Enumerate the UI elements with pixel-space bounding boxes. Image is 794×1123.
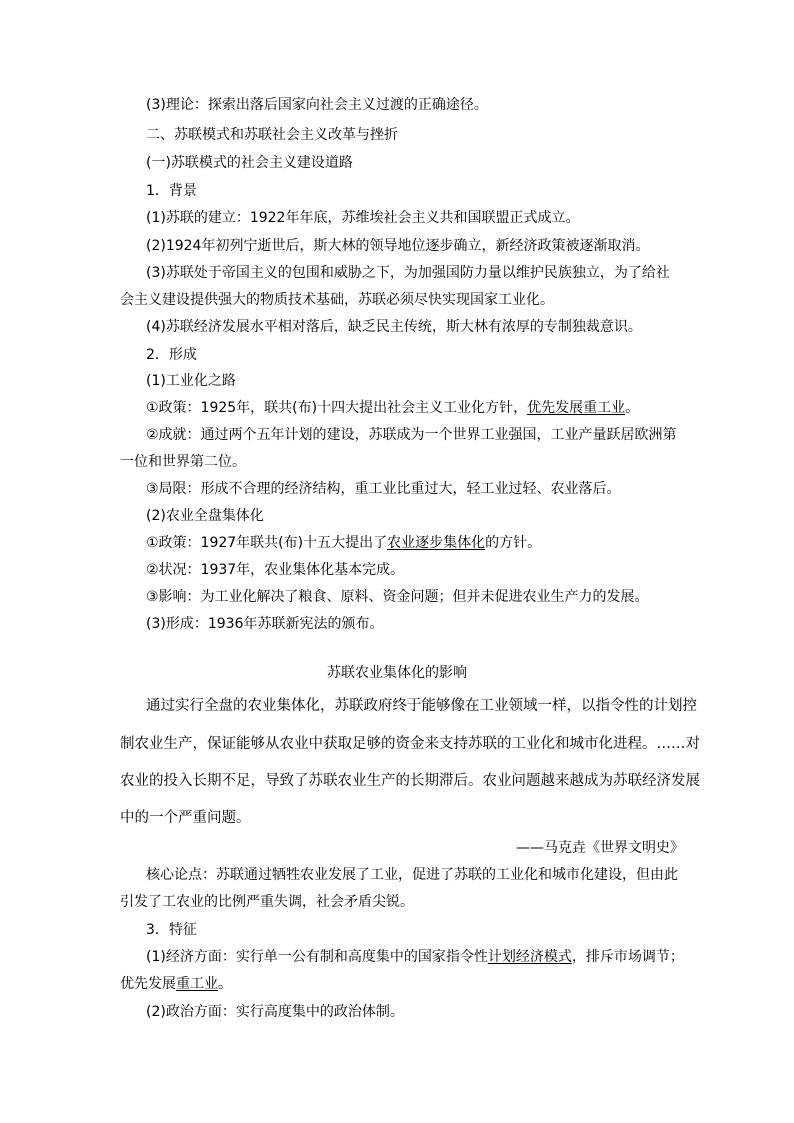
collectivization-policy (146, 534, 541, 552)
background-item-3-cont: 会主义建设提供强大的物质技术基础，苏联必须尽快实现国家工业化。 (120, 292, 554, 308)
feature-text: 优先发展 (120, 976, 176, 992)
background-item-1: (1)苏联的建立：1922年年底，苏维埃社会主义共和国联盟正式成立。 (146, 210, 580, 226)
policy-end: 的方针。 (485, 535, 542, 551)
underlined-term: 重工业 (176, 976, 218, 992)
industrialization-achievement: ②成就：通过两个五年计划的建设，苏联成为一个世界工业强国，工业产量跃居欧洲第 (146, 427, 677, 443)
underlined-term: 优先发展重工业 (527, 400, 626, 416)
heading-background: 1．背景 (146, 183, 197, 199)
material-line-2: 制农业生产，保证能够从农业中获取足够的资金来支持苏联的工业化和城市化进程。……对 (120, 736, 700, 752)
industrialization-policy (146, 399, 639, 417)
heading-formation: 2．形成 (146, 347, 197, 363)
heading-features: 3．特征 (146, 922, 197, 938)
industrialization-limitation: ③局限：形成不合理的经济结构，重工业比重过大，轻工业过轻、农业落后。 (146, 481, 621, 497)
collectivization-status: ②状况：1937年，农业集体化基本完成。 (146, 562, 405, 578)
industrialization-achievement-cont: 一位和世界第二位。 (120, 454, 246, 470)
underlined-term: 计划经济模式 (487, 949, 572, 965)
material-title: 苏联农业集体化的影响 (327, 665, 467, 681)
core-argument: 核心论点：苏联通过牺牲农业发展了工业，促进了苏联的工业化和城市化建设，但由此 (146, 867, 678, 883)
formation-constitution: (3)形成：1936年苏联新宪法的颁布。 (146, 616, 384, 632)
material-line-1: 通过实行全盘的农业集体化，苏联政府终于能够像在工业领域一样，以指令性的计划控 (146, 698, 697, 714)
material-source: ——马克垚《世界文明史》 (516, 840, 684, 856)
feature-text: (1)经济方面：实行单一公有制和高度集中的国家指令性 (146, 949, 488, 965)
collectivization-heading: (2)农业全盘集体化 (146, 508, 264, 524)
material-line-3: 农业的投入长期不足，导致了苏联农业生产的长期滞后。农业问题越来越成为苏联经济发展 (120, 773, 700, 789)
section-heading-2: 二、苏联模式和苏联社会主义改革与挫折 (146, 127, 398, 143)
feature-text-end: 。 (218, 976, 232, 992)
collectivization-impact: ③影响：为工业化解决了粮食、原料、资金问题；但并未促进农业生产力的发展。 (146, 589, 649, 605)
feature-politics: (2)政治方面：实行高度集中的政治体制。 (146, 1004, 404, 1020)
background-item-4: (4)苏联经济发展水平相对落后，缺乏民主传统，斯大林有浓厚的专制独裁意识。 (146, 319, 642, 335)
feature-economy (146, 948, 684, 966)
core-argument-cont: 引发了工农业的比例严重失调，社会矛盾尖锐。 (120, 894, 414, 910)
policy-text: ①政策：1927年联共(布)十五大提出了 (146, 535, 388, 551)
background-item-2: (2)1924年初列宁逝世后，斯大林的领导地位逐步确立，新经济政策被逐渐取消。 (146, 238, 650, 254)
theory-line: (3)理论：探索出落后国家向社会主义过渡的正确途径。 (146, 97, 488, 113)
underlined-term: 农业逐步集体化 (387, 535, 486, 551)
policy-end: 。 (625, 400, 640, 416)
material-line-4: 中的一个严重问题。 (120, 810, 251, 826)
policy-text: ①政策：1925年，联共(布)十四大提出社会主义工业化方针， (146, 400, 528, 416)
feature-economy-cont (120, 975, 232, 993)
feature-text-end: ，排斥市场调节； (571, 949, 684, 965)
background-item-3: (3)苏联处于帝国主义的包围和威胁之下，为加强国防力量以维护民族独立，为了给社 (146, 265, 670, 281)
industrialization-heading: (1)工业化之路 (146, 373, 236, 389)
subsection-heading-1: (一)苏联模式的社会主义建设道路 (146, 155, 353, 171)
